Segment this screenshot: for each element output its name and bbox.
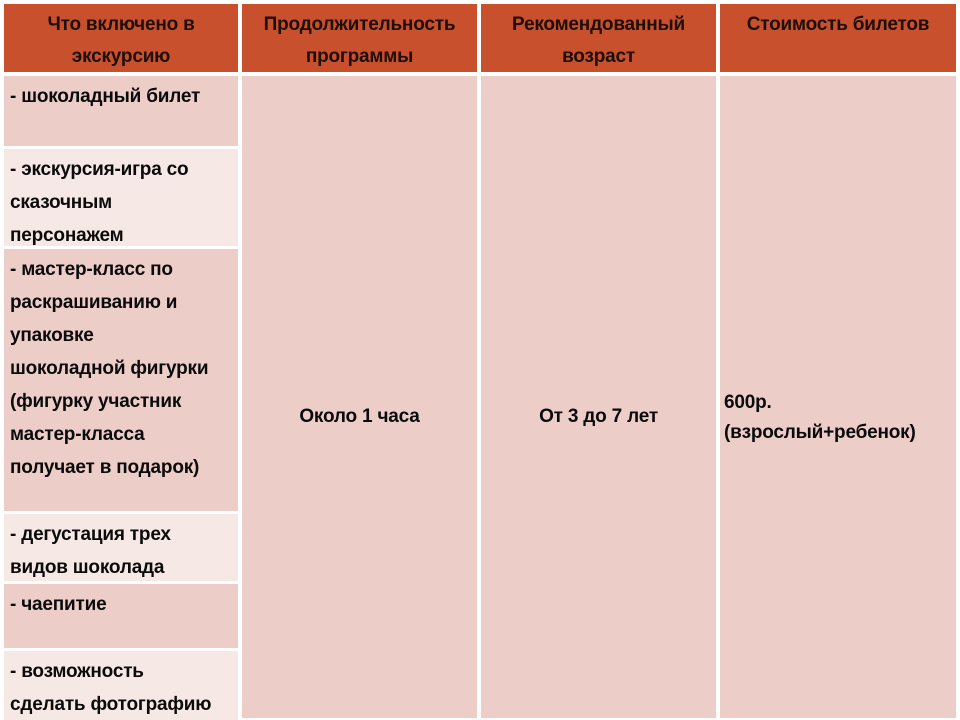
- included-item-excursion-game: [4, 149, 238, 246]
- duration-value: Около 1 часа: [299, 406, 420, 427]
- header-line: Стоимость билетов: [746, 14, 930, 35]
- header-line: Рекомендованный: [511, 14, 685, 35]
- cell-line: мастер-класса: [10, 424, 145, 445]
- header-included-column: [4, 4, 238, 72]
- price-cell: [720, 76, 956, 718]
- cell-line: - чаепитие: [10, 594, 107, 615]
- included-item-tea: [4, 584, 238, 648]
- cell-line: видов шоколада: [10, 557, 165, 578]
- header-line: программы: [305, 46, 414, 67]
- header-line: экскурсию: [71, 46, 171, 67]
- included-item-photo: [4, 651, 238, 720]
- cell-line: - экскурсия-игра со: [10, 159, 189, 180]
- cell-line: (фигурку участник: [10, 391, 182, 412]
- cell-line: (взрослый+ребенок): [724, 422, 916, 443]
- cell-line: упаковке: [10, 325, 94, 346]
- header-line: Продолжительность: [263, 14, 456, 35]
- included-item-chocolate-ticket: [4, 76, 238, 146]
- table-grid: [4, 4, 956, 720]
- cell-line: - дегустация трех: [10, 524, 171, 545]
- header-age-column: [481, 4, 716, 72]
- included-item-tasting: [4, 514, 238, 581]
- header-duration-column: [242, 4, 477, 72]
- included-item-master-class: [4, 249, 238, 511]
- cell-line: персонажем: [10, 225, 124, 246]
- header-line: возраст: [562, 46, 635, 67]
- included-items-column: [4, 76, 238, 720]
- header-line: Что включено в: [47, 14, 195, 35]
- cell-line: сказочным: [10, 192, 112, 213]
- header-row: [4, 4, 956, 72]
- cell-line: сделать фотографию: [10, 694, 212, 715]
- cell-line: раскрашиванию и: [10, 292, 178, 313]
- cell-line: - шоколадный билет: [10, 86, 201, 107]
- cell-line: - возможность: [10, 661, 144, 682]
- age-value: От 3 до 7 лет: [539, 406, 658, 427]
- cell-line: 600р.: [724, 392, 772, 413]
- body-row: [4, 76, 956, 720]
- cell-line: - мастер-класс по: [10, 259, 173, 280]
- age-cell: [481, 76, 716, 718]
- cell-line: шоколадной фигурки: [10, 358, 209, 379]
- header-price-column: [720, 4, 956, 72]
- cell-line: получает в подарок): [10, 457, 200, 478]
- duration-cell: [242, 76, 477, 718]
- price-value: [720, 76, 956, 448]
